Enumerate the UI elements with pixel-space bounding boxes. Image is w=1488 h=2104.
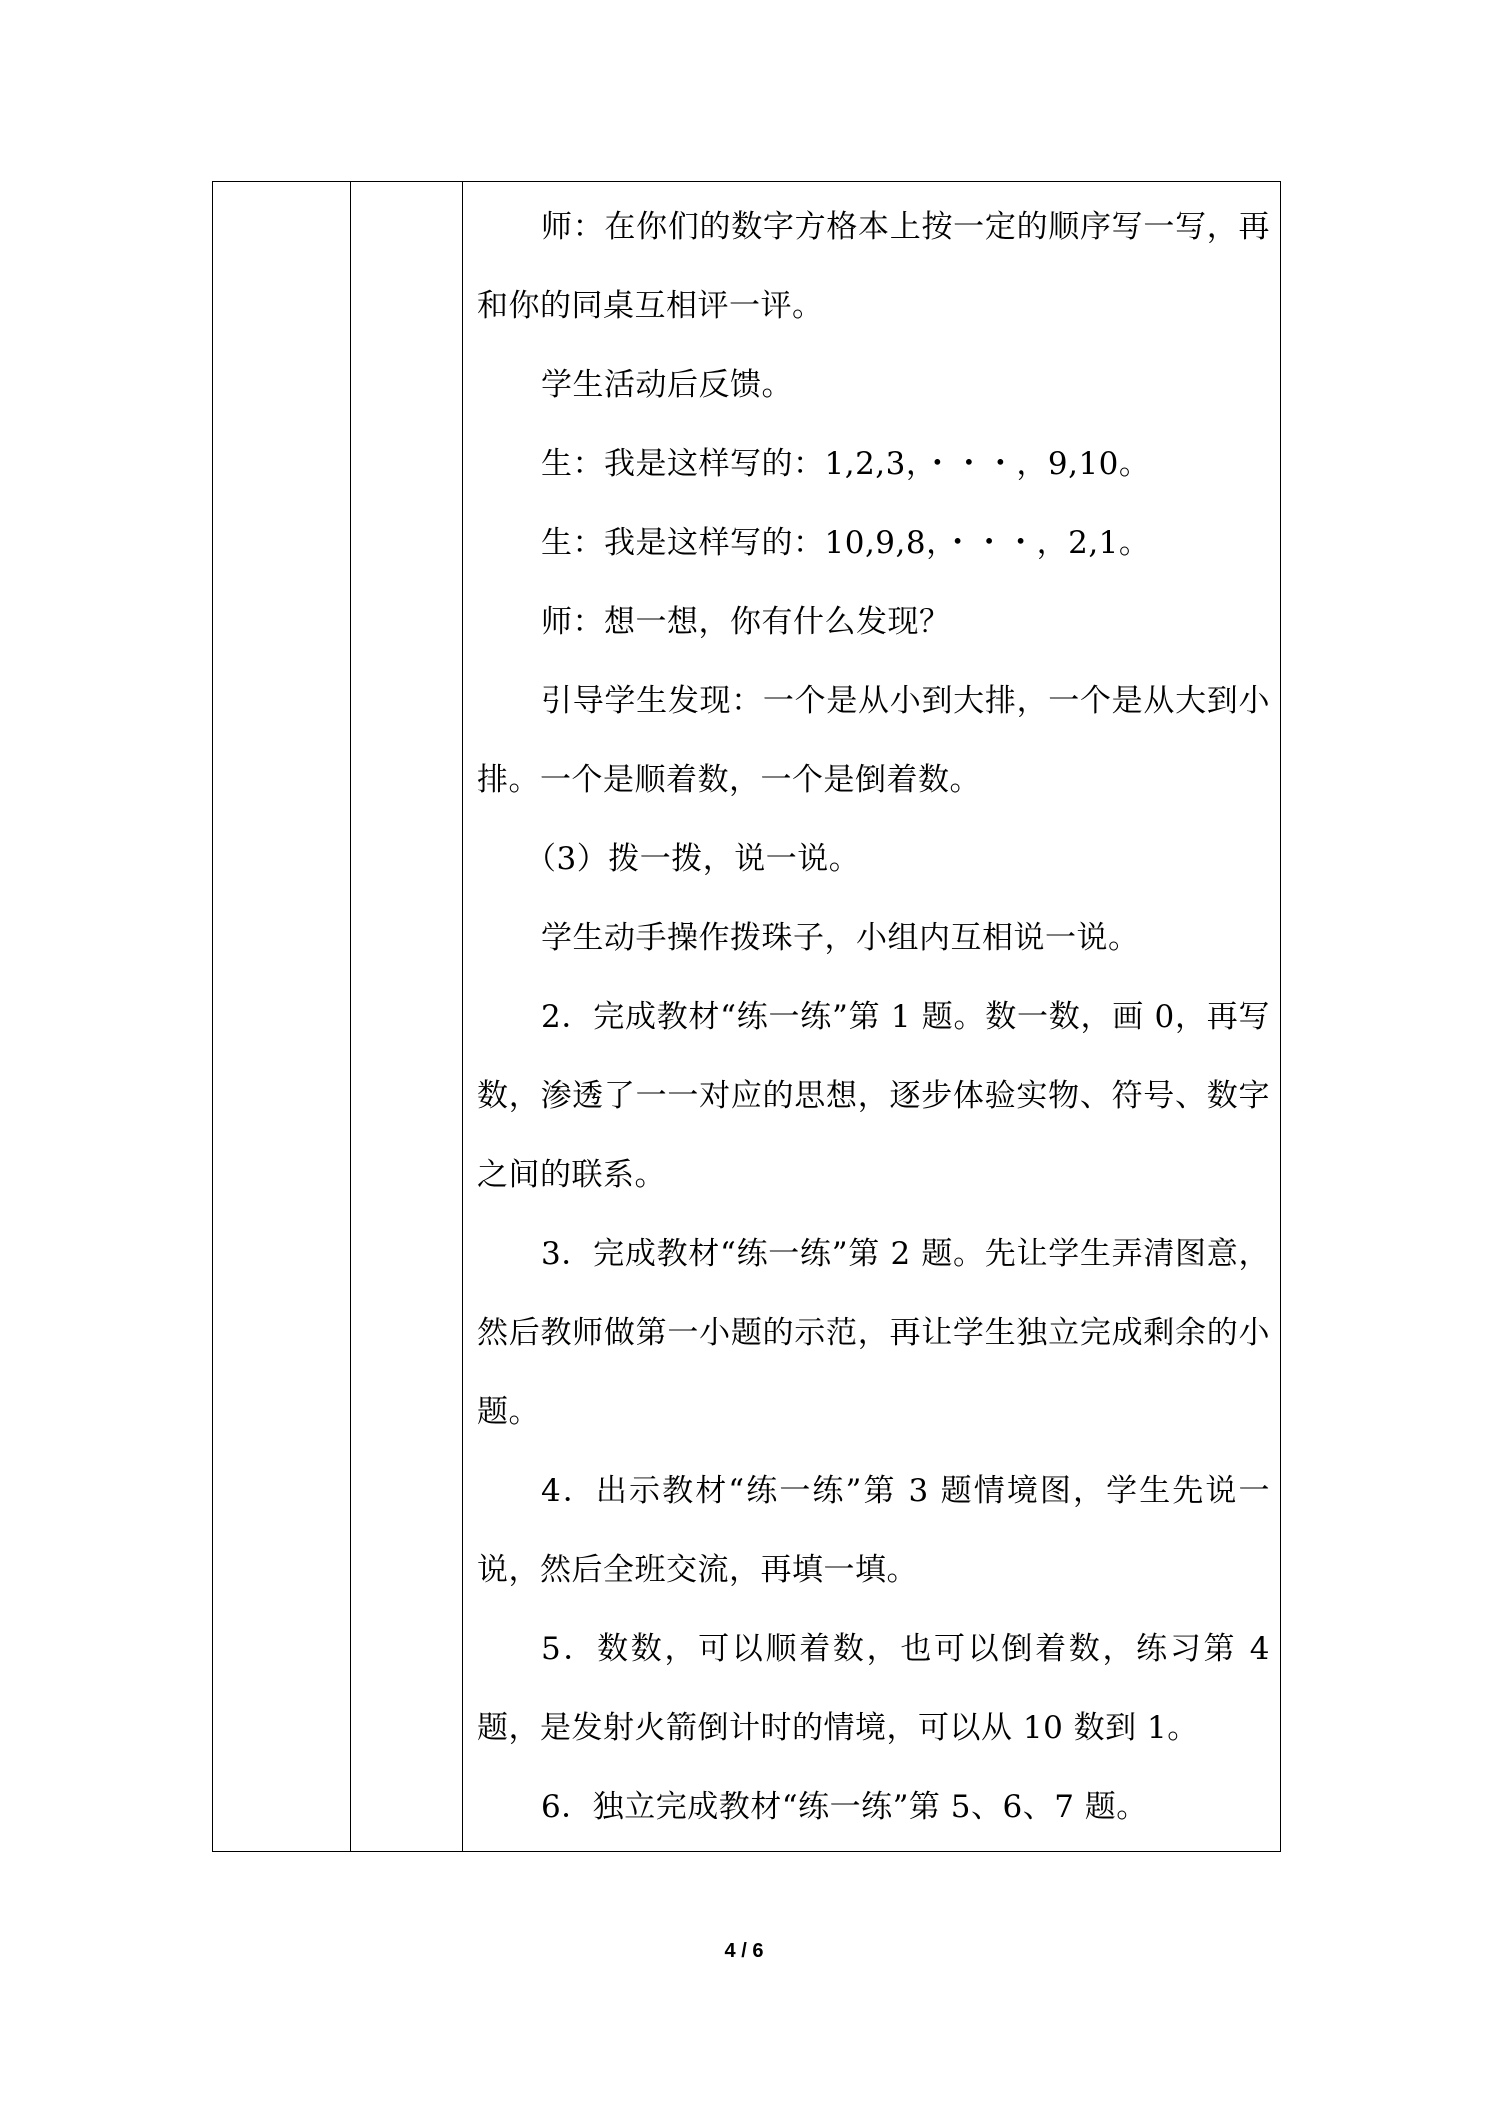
page-number: 4 / 6	[724, 1940, 764, 1962]
table-cell-empty-2	[351, 182, 463, 1852]
table-row	[213, 182, 1281, 1852]
paragraph-guide-discovery: 引导学生发现：一个是从小到大排，一个是从大到小排。一个是顺着数，一个是倒着数。	[477, 683, 1270, 798]
paragraph-exercise-5-7: 6．独立完成教材“练一练”第 5、6、7 题。	[541, 1789, 1148, 1825]
paragraph-teacher-write: 师：在你们的数字方格本上按一定的顺序写一写，再和你的同桌互相评一评。	[477, 209, 1270, 324]
paragraph-bead-activity: 学生动手操作拨珠子，小组内互相说一说。	[541, 920, 1140, 956]
paragraph-student-feedback: 学生活动后反馈。	[541, 367, 793, 403]
lesson-plan-table	[212, 181, 1281, 1852]
paragraph-ascending-count: 生：我是这样写的：1,2,3，・・・，9,10。	[541, 446, 1151, 482]
paragraph-teacher-question: 师：想一想，你有什么发现？	[541, 604, 951, 640]
paragraph-exercise-3: 4．出示教材“练一练”第 3 题情境图，学生先说一说，然后全班交流，再填一填。	[477, 1473, 1270, 1588]
paragraph-exercise-1: 2．完成教材“练一练”第 1 题。数一数，画 0，再写数，渗透了一一对应的思想，逐步体验实物、符号、数字之间的联系。	[477, 999, 1270, 1193]
paragraph-step-3: （3）拨一拨，说一说。	[525, 841, 861, 877]
table-cell-empty-1	[213, 182, 351, 1852]
paragraph-descending-count: 生：我是这样写的：10,9,8，・・・，2,1。	[541, 525, 1151, 561]
table-cell-content	[463, 182, 1281, 1852]
paragraph-exercise-4: 5．数数，可以顺着数，也可以倒着数，练习第 4 题，是发射火箭倒计时的情境，可以从 10 数到 1。	[477, 1631, 1270, 1746]
paragraph-exercise-2: 3．完成教材“练一练”第 2 题。先让学生弄清图意，然后教师做第一小题的示范，再让学生独立完成剩余的小题。	[477, 1236, 1270, 1430]
